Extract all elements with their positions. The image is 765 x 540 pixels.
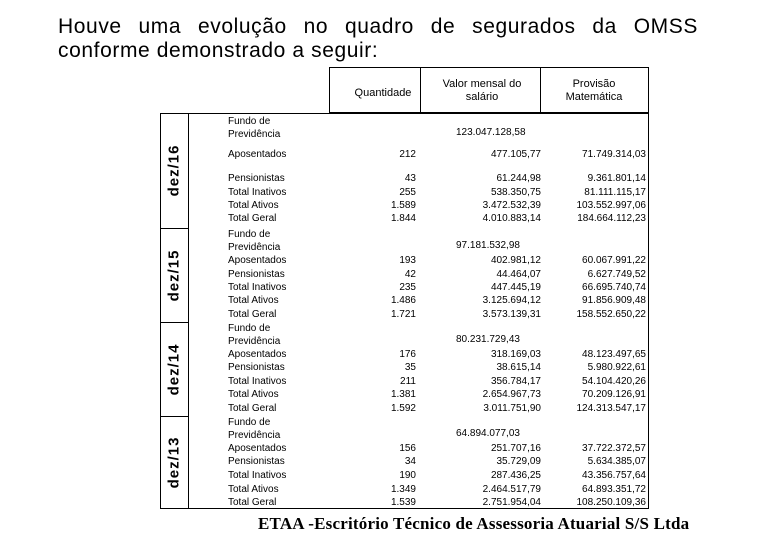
row-label: Pensionistas — [228, 456, 285, 467]
period-separator — [160, 228, 188, 229]
row-label: Total Geral — [228, 403, 277, 414]
row-label: Aposentados — [228, 149, 287, 160]
quantidade-value: 1.844 — [390, 213, 416, 224]
valor-mensal-value: 287.436,25 — [490, 470, 541, 481]
provisao-value: 48.123.497,65 — [582, 349, 646, 360]
valor-mensal-value: 3.011.751,90 — [483, 403, 541, 414]
provisao-value: 54.104.420,26 — [582, 376, 646, 387]
valor-mensal-value: 318.169,03 — [490, 349, 541, 360]
provisao-value: 5.980.922,61 — [587, 362, 646, 373]
row-label: Aposentados — [228, 255, 287, 266]
fund-label: Fundo de Previdência — [228, 116, 281, 140]
quantidade-value: 235 — [399, 282, 416, 293]
quantidade-value: 1.539 — [390, 497, 416, 508]
quantidade-value: 43 — [404, 173, 416, 184]
provisao-value: 184.664.112,23 — [577, 213, 646, 224]
fund-label: Fundo de Previdência — [228, 229, 281, 253]
row-label: Pensionistas — [228, 173, 285, 184]
provisao-value: 66.695.740,74 — [582, 282, 646, 293]
period-label — [160, 322, 188, 416]
header-divider — [420, 67, 421, 113]
provisao-value: 81.111.115,17 — [584, 187, 646, 198]
quantidade-value: 176 — [399, 349, 416, 360]
provisao-value: 124.313.547,17 — [576, 403, 646, 414]
period-column-divider — [188, 113, 189, 509]
provisao-value: 43.356.757,64 — [582, 470, 646, 481]
row-label: Total Inativos — [228, 282, 287, 293]
provisao-value: 91.856.909,48 — [582, 295, 646, 306]
valor-mensal-value: 61.244,98 — [496, 173, 541, 184]
header-frame — [329, 67, 649, 113]
quantidade-value: 211 — [400, 376, 416, 387]
provisao-value: 37.722.372,57 — [582, 443, 646, 454]
row-label: Total Inativos — [228, 470, 287, 481]
valor-mensal-value: 35.729,09 — [496, 456, 541, 467]
quantidade-value: 193 — [399, 255, 416, 266]
row-label: Total Inativos — [228, 376, 287, 387]
page-title: Houve uma evolução no quadro de segurados da OMSS conforme demonstrado a seguir: — [58, 15, 698, 62]
provisao-value: 5.634.385,07 — [587, 456, 646, 467]
fund-label: Fundo de Previdência — [228, 323, 281, 347]
quantidade-value: 1.592 — [390, 403, 416, 414]
row-label: Total Geral — [228, 497, 277, 508]
fund-value: 64.894.077,03 — [456, 428, 520, 439]
fund-value: 123.047.128,58 — [456, 127, 526, 138]
quantidade-value: 1.589 — [390, 200, 416, 211]
row-label: Total Geral — [228, 309, 277, 320]
period-label-text: dez/16 — [165, 144, 183, 197]
header-quantidade: Quantidade — [354, 87, 412, 99]
valor-mensal-value: 3.472.532,39 — [482, 200, 541, 211]
provisao-value: 6.627.749,52 — [587, 269, 646, 280]
quantidade-value: 255 — [399, 187, 416, 198]
row-label: Total Ativos — [228, 389, 279, 400]
quantidade-value: 34 — [404, 456, 416, 467]
period-separator — [160, 416, 188, 417]
header-provisao: Provisão Matemática — [565, 78, 623, 103]
header-valor-mensal: Valor mensal do salário — [442, 78, 522, 103]
period-label — [160, 416, 188, 509]
row-label: Pensionistas — [228, 269, 285, 280]
quantidade-value: 1.349 — [390, 484, 416, 495]
fund-value: 97.181.532,98 — [456, 240, 520, 251]
provisao-value: 64.893.351,72 — [582, 484, 646, 495]
period-label — [160, 113, 188, 228]
quantidade-value: 190 — [399, 470, 416, 481]
row-label: Total Inativos — [228, 187, 287, 198]
quantidade-value: 35 — [404, 362, 416, 373]
provisao-value: 108.250.109,36 — [576, 497, 646, 508]
valor-mensal-value: 2.464.517,79 — [482, 484, 541, 495]
quantidade-value: 212 — [399, 149, 416, 160]
valor-mensal-value: 356.784,17 — [490, 376, 541, 387]
provisao-value: 9.361.801,14 — [587, 173, 646, 184]
quantidade-value: 1.381 — [390, 389, 416, 400]
provisao-value: 71.749.314,03 — [582, 149, 646, 160]
fund-value: 80.231.729,43 — [456, 334, 520, 345]
quantidade-value: 42 — [404, 269, 416, 280]
valor-mensal-value: 44.464,07 — [496, 269, 541, 280]
footer-company: ETAA -Escritório Técnico de Assessoria Atuarial S/S Ltda — [258, 514, 690, 533]
period-label-text: dez/13 — [165, 436, 183, 489]
row-label: Total Ativos — [228, 295, 279, 306]
quantidade-value: 1.721 — [390, 309, 416, 320]
fund-label: Fundo de Previdência — [228, 417, 281, 441]
period-label — [160, 228, 188, 322]
row-label: Pensionistas — [228, 362, 285, 373]
valor-mensal-value: 538.350,75 — [490, 187, 541, 198]
row-label: Total Geral — [228, 213, 277, 224]
period-separator — [160, 322, 188, 323]
valor-mensal-value: 251.707,16 — [490, 443, 541, 454]
period-label-text: dez/15 — [165, 249, 183, 301]
valor-mensal-value: 38.615,14 — [496, 362, 541, 373]
valor-mensal-value: 3.573.139,31 — [482, 309, 541, 320]
valor-mensal-value: 2.751.954,04 — [482, 497, 541, 508]
valor-mensal-value: 4.010.883,14 — [482, 213, 541, 224]
valor-mensal-value: 2.654.967,73 — [482, 389, 541, 400]
row-label: Total Ativos — [228, 484, 279, 495]
provisao-value: 60.067.991,22 — [582, 255, 646, 266]
provisao-value: 158.552.650,22 — [576, 309, 646, 320]
valor-mensal-value: 477.105,77 — [490, 149, 541, 160]
valor-mensal-value: 3.125.694,12 — [482, 295, 541, 306]
row-label: Total Ativos — [228, 200, 279, 211]
row-label: Aposentados — [228, 349, 287, 360]
provisao-value: 70.209.126,91 — [582, 389, 646, 400]
valor-mensal-value: 447.445,19 — [490, 282, 541, 293]
provisao-value: 103.552.997,06 — [576, 200, 646, 211]
row-label: Aposentados — [228, 443, 287, 454]
quantidade-value: 1.486 — [390, 295, 416, 306]
header-divider — [540, 67, 541, 113]
quantidade-value: 156 — [399, 443, 416, 454]
period-label-text: dez/14 — [165, 343, 183, 395]
valor-mensal-value: 402.981,12 — [490, 255, 541, 266]
